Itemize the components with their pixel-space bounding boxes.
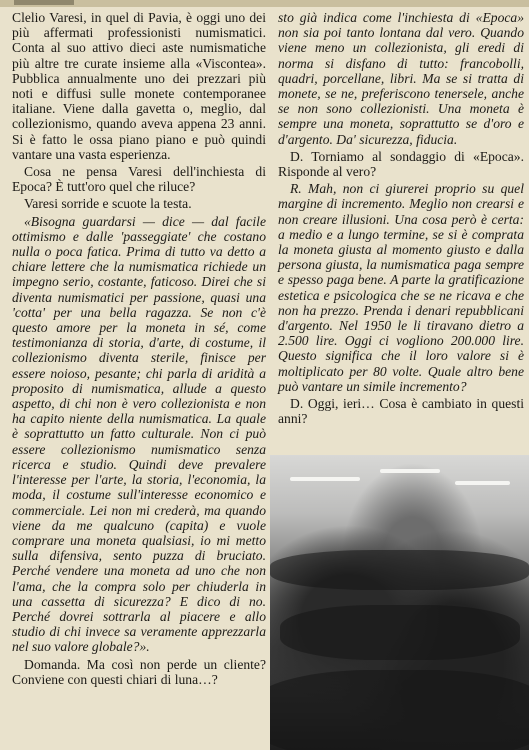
ceiling-light <box>380 469 440 473</box>
ceiling-light <box>455 481 510 485</box>
paragraph: Varesi sorride e scuote la testa. <box>24 196 192 212</box>
auction-hall-photo <box>270 455 529 750</box>
ceiling-light <box>290 477 360 481</box>
header-tab <box>14 0 74 5</box>
crowd-row <box>270 670 529 750</box>
paragraph: sto già indica come l'inchiesta di «Epoca» non sia poi tanto lontana dal vero. Quando viene meno un collezionista, gli eredi di norma si disfano di tutto: francobolli, quadri, porcellane, libri. Ma se si tratta di monete, se ne, preferiscono tenersele, anche se non sono collezionisti. Una moneta è sempre una moneta, soprattutto se d'oro e d'argento. Da' sicurezza, fiducia. <box>278 10 524 147</box>
paragraph: Cosa ne pensa Varesi dell'inchiesta di Epoca? È tutt'oro quel che riluce? <box>12 164 266 195</box>
right-text-column <box>278 10 524 428</box>
paragraph: D. Oggi, ieri… Cosa è cambiato in questi anni? <box>278 396 524 427</box>
page-top-band <box>0 0 529 7</box>
left-text-column <box>12 10 266 689</box>
paragraph: «Bisogna guardarsi — dice — dal facile ottimismo e dalle 'passeggiate' che costano nulla o poca fatica. Prima di tutto va detto a chiare lettere che la numismatica richiede un impegno serio, costante, faticoso. Direi che si diventa numismatici per passione, quasi una 'cotta' per una bella ragazza. Se non c'è questo amore per la moneta in sé, come testimonianza di storia, d'arte, di costume, il collezionismo diventa sterile, finisce per essere noioso, pesante; chi parla di aridità a proposito di numismatica, allude a questo aspetto, di chi non è vero collezionista e non ha capito niente della numismatica. La quale è soprattutto un fatto culturale. Non ci può essere collezionismo numismatico senza ricerca e studio. Quindi deve prevalere l'interesse per l'arte, la storia, l'economia, la moda, il costume sull'interesse economico e commerciale. Lei non mi crederà, ma quando viene da me qualcuno (capita) e vuole comprare una moneta qualsiasi, io mi metto sulla difensiva, sento puzza di bruciato. Perché vendere una moneta ad uno che non l'ama, che la compra solo per chiuderla in una cassetta di sicurezza? E dico di no. Perché dovrei sottrarla al piacere e allo studio di chi invece sa veramente apprezzarla nel suo valore globale?». <box>12 213 266 655</box>
crowd-row <box>270 550 529 590</box>
crowd-row <box>280 605 520 660</box>
paragraph: D. Torniamo al sondaggio di «Epoca». Risponde al vero? <box>278 148 524 180</box>
paragraph: Domanda. Ma così non perde un cliente? Conviene con questi chiari di luna…? <box>12 656 266 687</box>
paragraph: Clelio Varesi, in quel di Pavia, è oggi uno dei più affermati professionisti numismatici. Conta al suo attivo dieci aste numismatiche più altre tre curate insieme alla «Viscontea». Pubblica annualmente uno dei prezzari più noti e diffusi sulle monete contemporanee italiane. Viene dalla gavetta o, meglio, dal collezionismo, quando aveva appena 23 anni. Si è fatto le ossa piano piano e può quindi vantare una vasta esperienza. <box>12 10 266 162</box>
paragraph: R. Mah, non ci giurerei proprio su quel margine di incremento. Meglio non crearsi e non creare illusioni. Una cosa però è certa: a medio e a lungo termine, se si è comprata la moneta giusta al momento giusto e dalla persona giusta, la numismatica paga sempre e spesso paga bene. A parte la gratificazione estetica e psicologica che se ne ricava e che non ha prezzo. Prenda i denari repubblicani d'argento. Nel 1950 le li tiravano dietro a 2.500 lire. Oggi ci vogliono 200.000 lire. Questo significa che il loro valore si è moltiplicato per 80 volte. Quale altro bene può vantare un simile incremento? <box>278 181 524 394</box>
